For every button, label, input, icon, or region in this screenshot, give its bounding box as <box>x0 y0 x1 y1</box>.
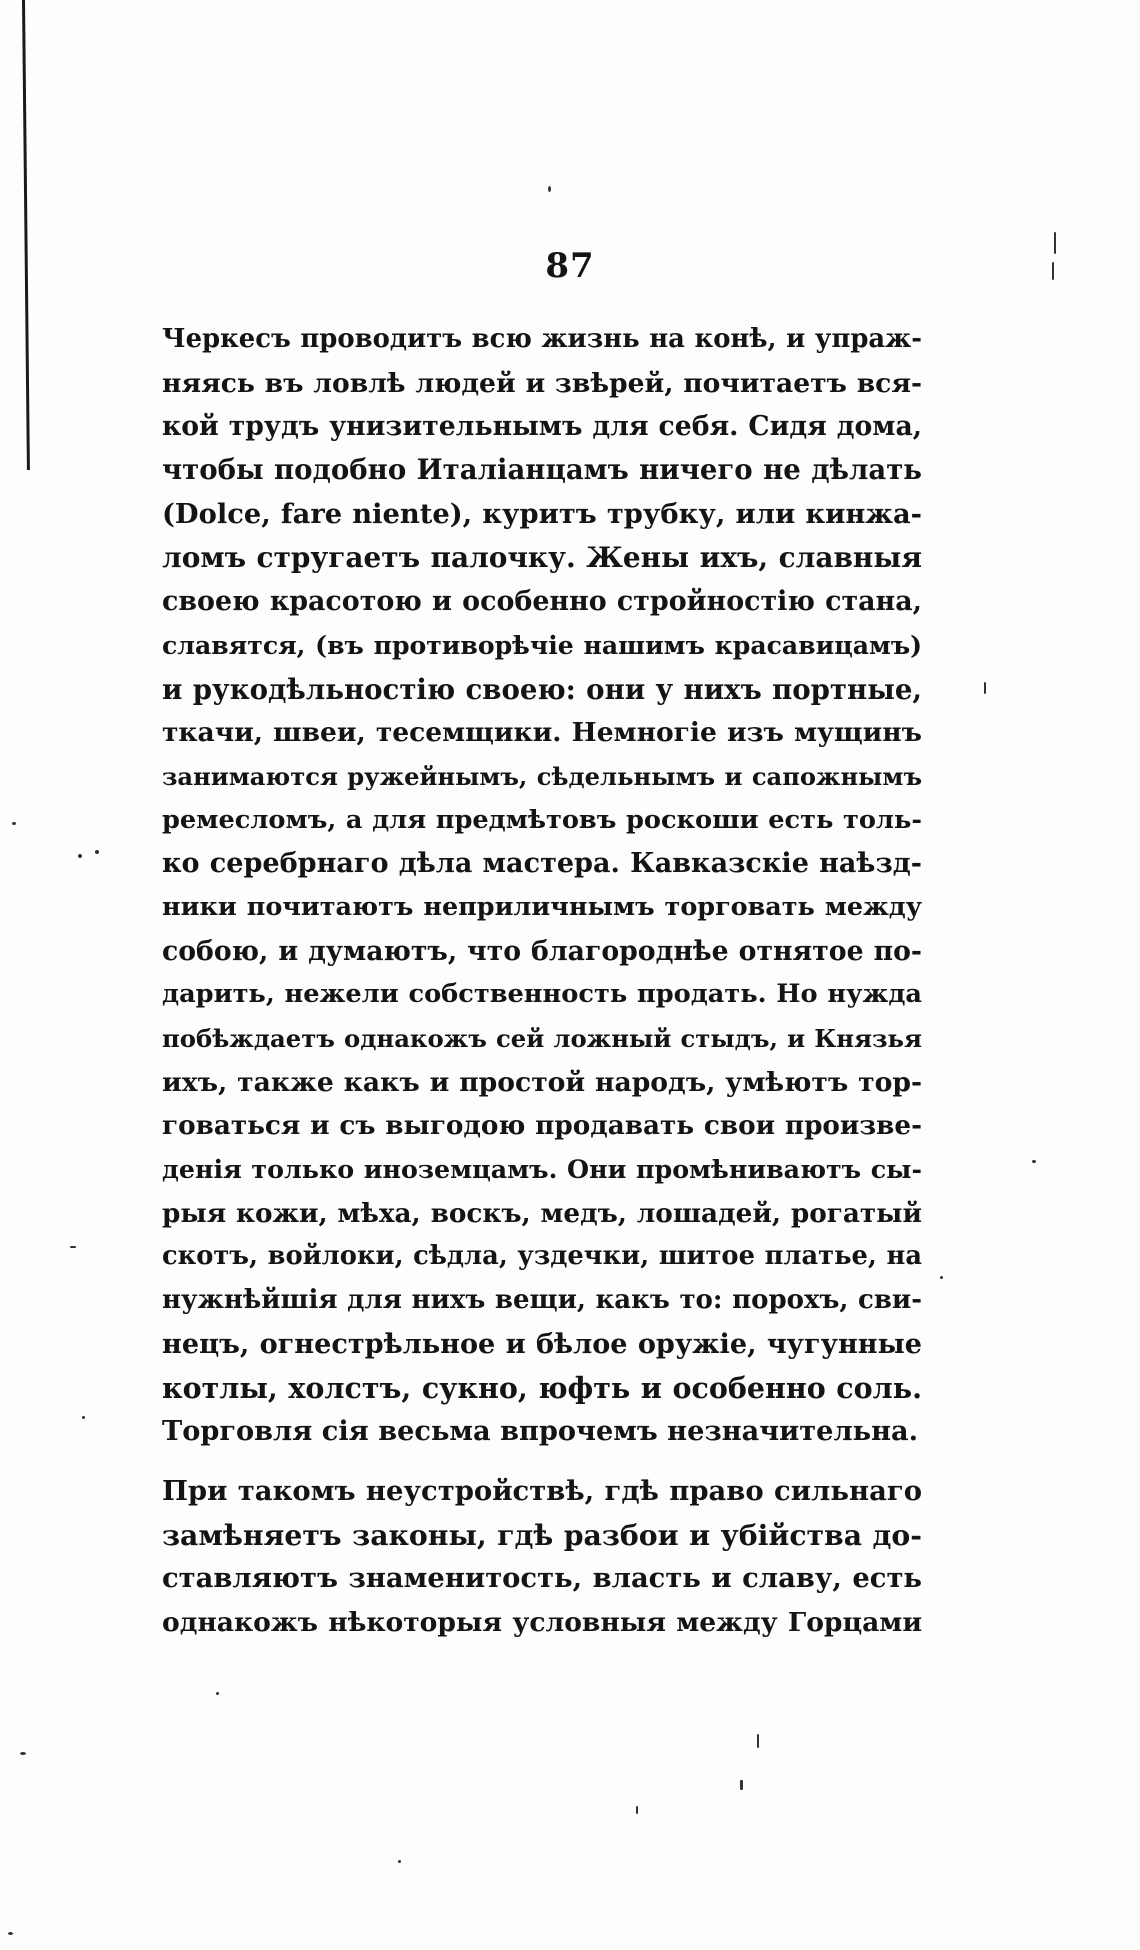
text-line: нужнѣйшія для нихъ вещи, какъ то: порохъ, сви- <box>162 1285 922 1316</box>
text-line: При такомъ неустройствѣ, гдѣ право сильнаго <box>162 1475 922 1507</box>
text-line: ремесломъ, а для предмѣтовъ роскоши есть толь- <box>162 804 922 835</box>
scan-speck <box>82 1416 85 1419</box>
text-line: ставляютъ знаменитость, власть и славу, есть <box>162 1562 922 1595</box>
page-number: 87 <box>545 246 595 286</box>
scan-speck <box>740 1780 743 1790</box>
scan-speck <box>20 1752 26 1755</box>
scan-speck <box>95 850 99 854</box>
text-line: говаться и съ выгодою продавать свои произве- <box>162 1110 922 1142</box>
scan-speck <box>78 854 82 858</box>
text-line: собою, и думаютъ, что благороднѣе отнятое по- <box>162 935 922 967</box>
scan-speck <box>216 1692 219 1695</box>
binding-edge <box>22 0 30 470</box>
text-line: Черкесъ проводитъ всю жизнь на конѣ, и упраж- <box>162 324 922 354</box>
scan-speck <box>1052 262 1054 280</box>
text-line: чтобы подобно Италіанцамъ ничего не дѣлать <box>162 454 922 487</box>
text-line: ихъ, также какъ и простой народъ, умѣютъ тор- <box>162 1066 922 1098</box>
scan-speck <box>757 1734 759 1748</box>
text-line: Торговля сія весьма впрочемъ незначительна. <box>162 1415 919 1448</box>
text-line: денія только иноземцамъ. Они промѣниваютъ сы- <box>162 1154 922 1185</box>
scan-speck <box>70 1246 76 1248</box>
text-line: няясь въ ловлѣ людей и звѣрей, почитаетъ вся- <box>162 367 922 399</box>
text-line: скотъ, войлоки, сѣдла, уздечки, шитое платье, на <box>162 1241 922 1272</box>
text-line: нецъ, огнестрѣльное и бѣлое оружіе, чугунные <box>162 1328 922 1360</box>
scan-speck <box>548 186 551 192</box>
scan-speck <box>398 1860 401 1863</box>
text-line: дарить, нежели собственность продать. Но нужда <box>162 979 922 1010</box>
text-line: ники почитаютъ неприличнымъ торговать между <box>162 891 922 922</box>
text-line: ткачи, швеи, тесемщики. Немногіе изъ мущинъ <box>162 717 922 749</box>
text-line: славятся, (въ противорѣчіе нашимъ красавицамъ) <box>162 629 922 660</box>
paragraph-1 <box>162 318 922 1454</box>
text-line: кой трудъ унизительнымъ для себя. Сидя дома, <box>162 411 922 443</box>
scan-speck <box>1032 1160 1036 1163</box>
text-line: замѣняетъ законы, гдѣ разбои и убійства до- <box>162 1517 922 1552</box>
text-line: своею красотою и особенно стройностію стана, <box>162 586 922 618</box>
text-line: и рукодѣльностію своею: они у нихъ портные, <box>162 672 922 706</box>
text-line: рыя кожи, мѣха, воскъ, медъ, лошадей, рогатый <box>162 1197 922 1229</box>
text-line: ломъ стругаетъ палочку. Жены ихъ, славныя <box>162 541 922 575</box>
text-line: (Dolce, fare niente), куритъ трубку, или кинжа- <box>162 497 922 530</box>
scan-speck <box>12 822 16 825</box>
text-line: побѣждаетъ однакожъ сей ложный стыдъ, и Князья <box>162 1024 922 1053</box>
text-line: занимаются ружейнымъ, сѣдельнымъ и сапожнымъ <box>162 761 922 791</box>
scan-speck <box>984 682 986 694</box>
paragraph-2 <box>162 1470 922 1645</box>
text-line: ко серебрнаго дѣла мастера. Кавказскіе наѣзд- <box>162 848 922 880</box>
text-line: котлы, холстъ, сукно, юфть и особенно соль. <box>162 1370 922 1405</box>
scan-speck <box>940 1276 943 1279</box>
scan-speck <box>636 1806 638 1814</box>
scan-speck <box>1054 232 1056 254</box>
scan-speck <box>8 1932 13 1935</box>
text-line: однакожъ нѣкоторыя условныя между Горцами <box>162 1607 922 1639</box>
